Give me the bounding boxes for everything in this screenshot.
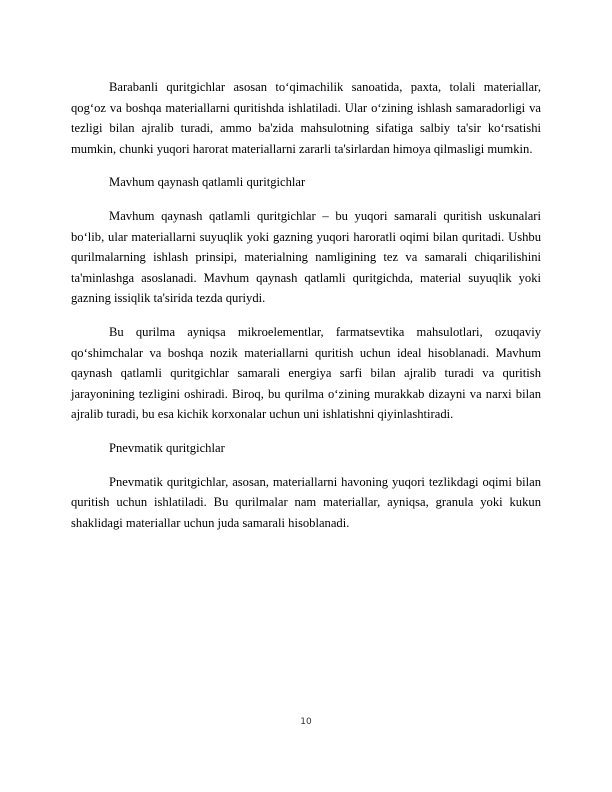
text-body: [71, 77, 541, 546]
paragraph-fluidized-bed-usage: Bu qurilma ayniqsa mikroelementlar, farmatsevtika mahsulotlari, ozuqaviy qo‘shimchalar va boshqa nozik materiallarni quritish uchun ideal hisoblanadi. Mavhum qaynash qatlamli quritgichlar samarali energiya sarfi bilan ajralib turadi va quritish jarayonining tezligini oshiradi. Biroq, bu qurilma o‘zining murakkab dizayni va narxi bilan ajralib turadi, bu esa kichik korxonalar uchun uni ishlatishni qiyinlashtiradi.: [71, 324, 541, 422]
paragraph-fluidized-bed-intro: Mavhum qaynash qatlamli quritgichlar – bu yuqori samarali quritish uskunalari bo‘lib, ular materiallarni suyuqlik yoki gazning yuqori haroratli oqimi bilan quritadi. Ushbu qurilmalarning ishlash prinsipi, materialning namligining tez va samarali chiqarilishini ta'minlashga asoslanadi. Mavhum qaynash qatlamli quritgichda, material suyuqlik yoki gazning issiqlik ta'sirida tezda quriydi.: [71, 208, 541, 306]
heading-pneumatic-dryers: Pnevmatik quritgichlar: [109, 440, 225, 455]
paragraph-pneumatic-dryers: Pnevmatik quritgichlar, asosan, materiallarni havoning yuqori tezlikdagi oqimi bilan quritish uchun ishlatiladi. Bu qurilmalar nam materiallar, ayniqsa, granula yoki kukun shaklidagi materiallar uchun juda samarali hisoblanadi.: [71, 474, 541, 530]
page-number: 10: [300, 717, 312, 727]
heading-fluidized-bed-dryers: Mavhum qaynash qatlamli quritgichlar: [109, 175, 306, 190]
paragraph-drum-dryers: Barabanli quritgichlar asosan to‘qimachilik sanoatida, paxta, tolali materiallar, qog‘oz va boshqa materiallarni quritishda ishlatiladi. Ular o‘zining ishlash samaradorligi va tezligi bilan ajralib turadi, ammo ba'zida mahsulotning sifatiga salbiy ta'sir ko‘rsatishi mumkin, chunki yuqori harorat materiallarni zararli ta'sirlardan himoya qilmasligi mumkin.: [71, 80, 541, 156]
